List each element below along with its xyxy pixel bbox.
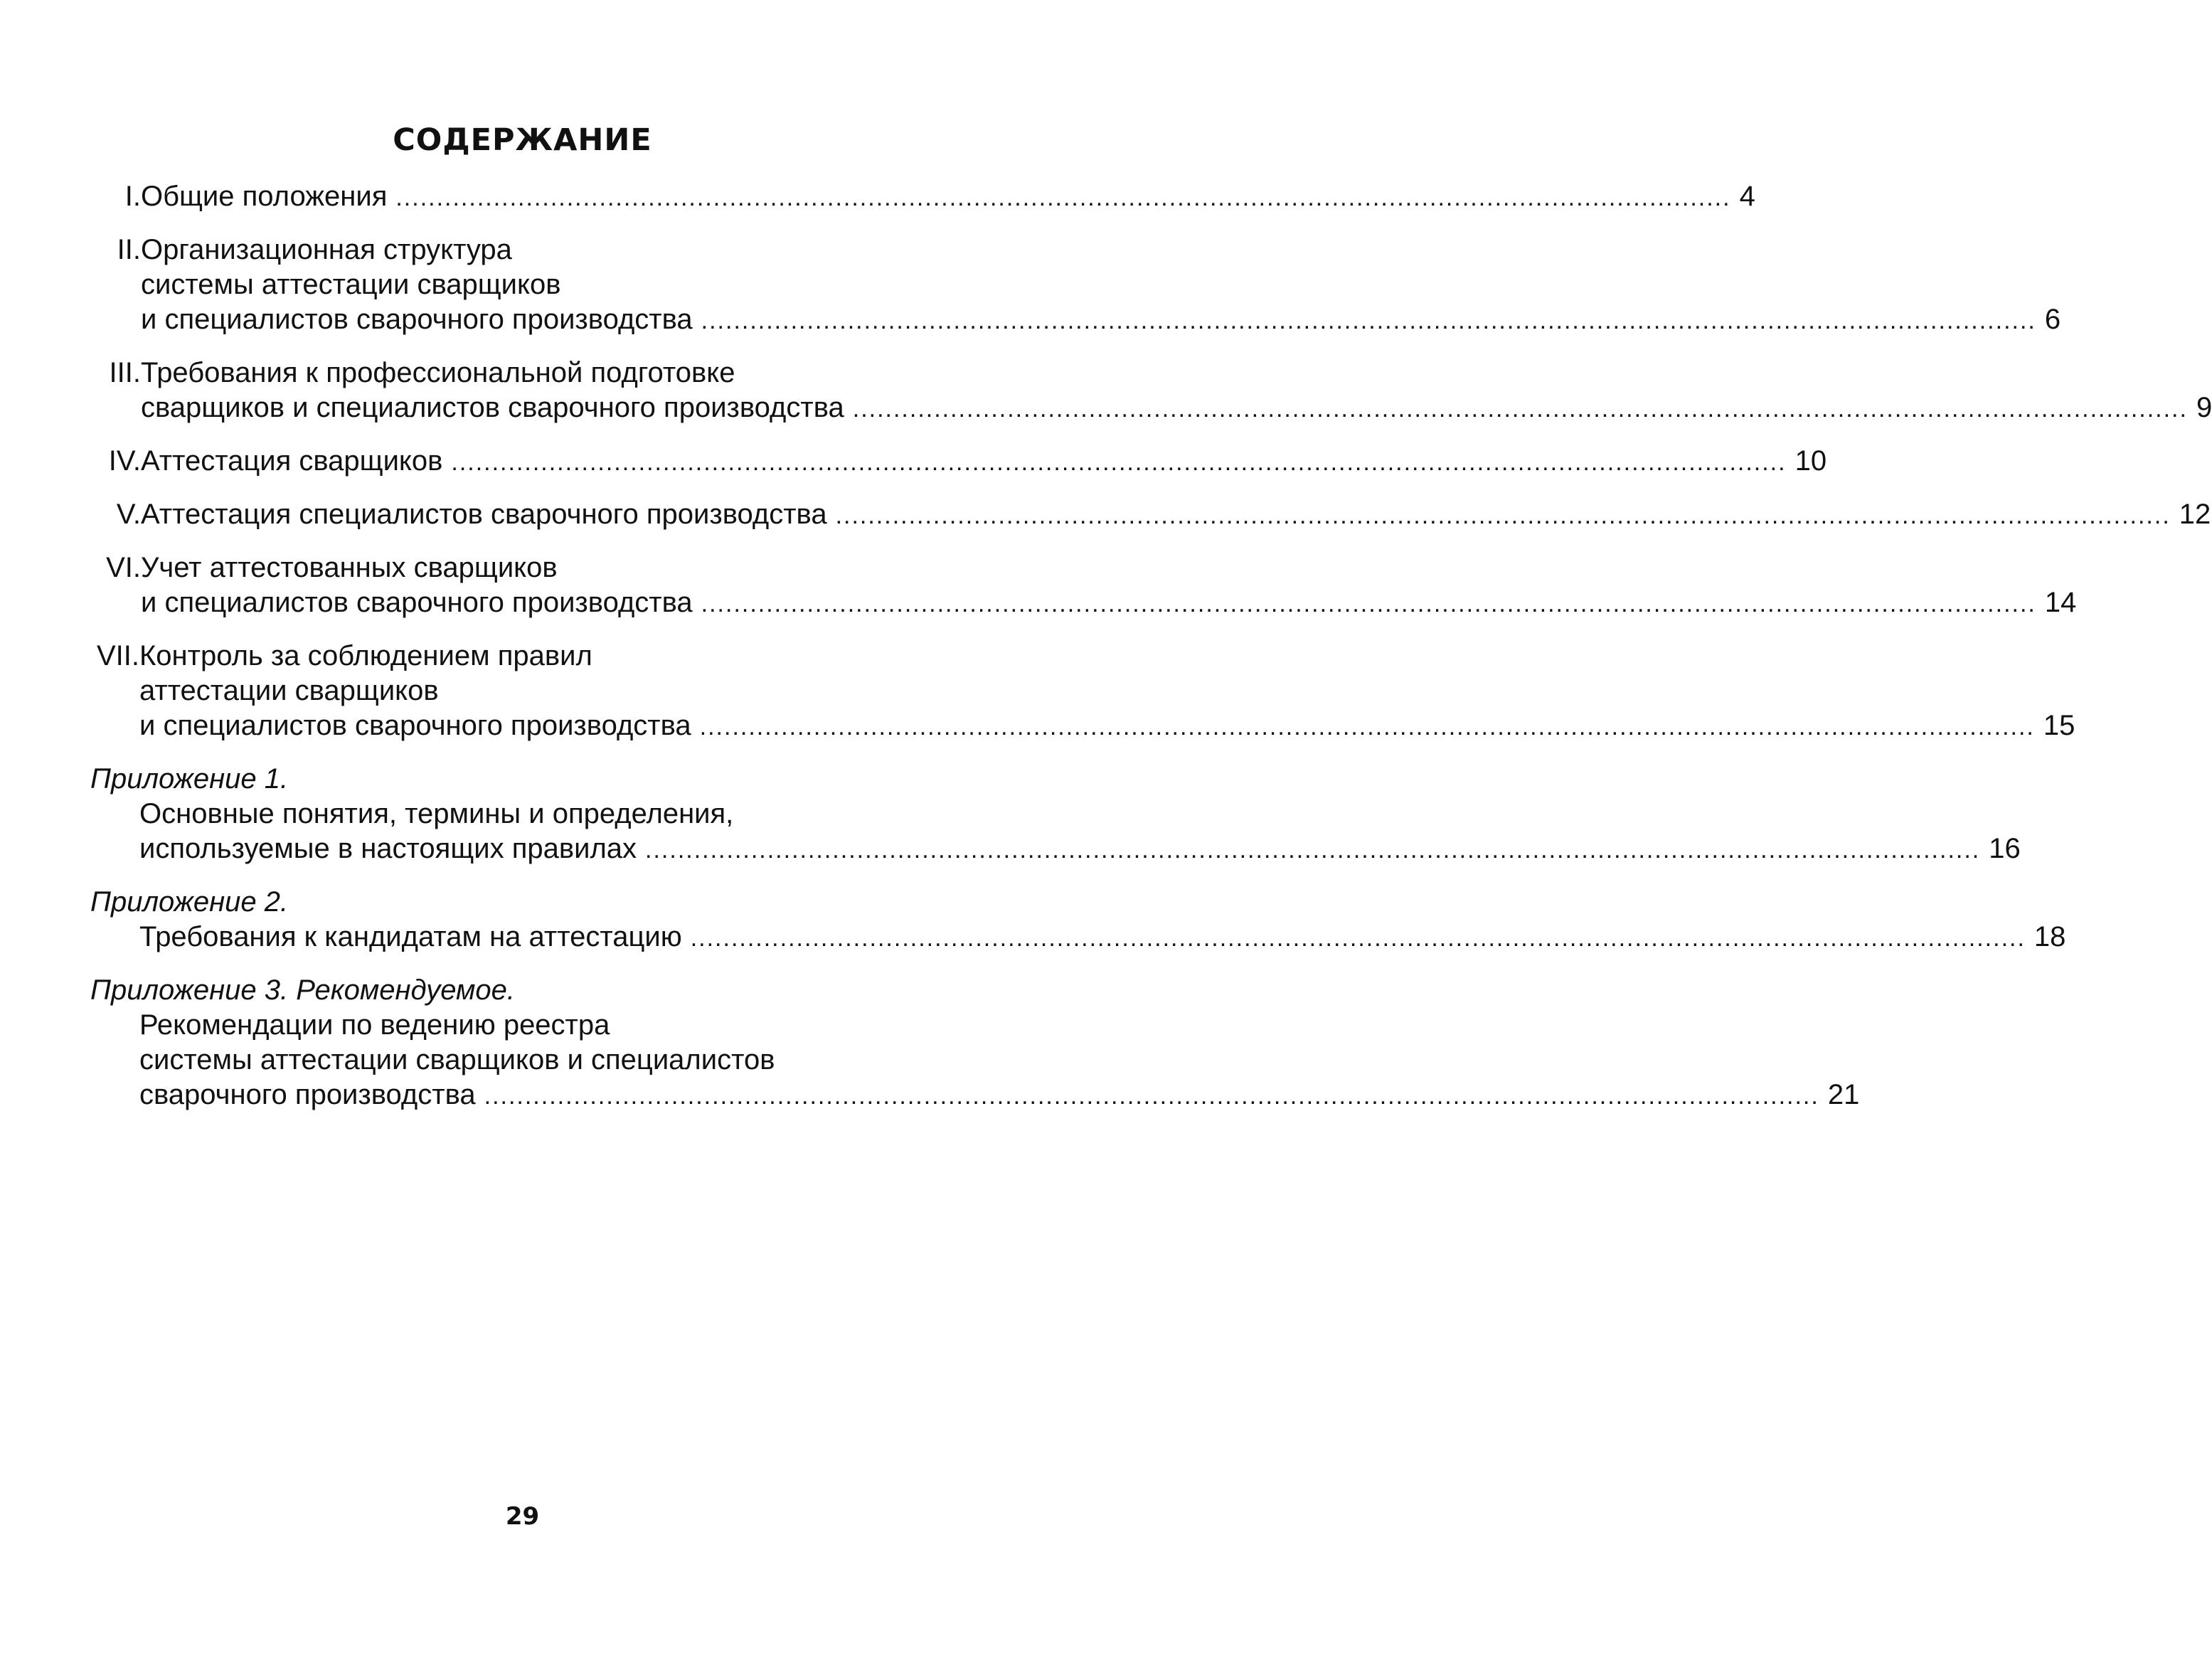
toc-entry-number: III. — [109, 357, 141, 388]
page-number: 29 — [505, 1502, 540, 1531]
toc-entry-page: 16 — [1989, 833, 2021, 864]
toc-entry-number: II. — [117, 234, 141, 265]
toc-entry-title-line: Контроль за соблюдением правил — [139, 640, 592, 671]
toc-entry[interactable] — [0, 356, 2212, 427]
toc-entry[interactable] — [0, 179, 1755, 216]
toc-entry-title: сварщиков и специалистов сварочного производства — [141, 392, 844, 423]
toc-entry-title: Общие положения — [141, 181, 388, 212]
toc-entry-page: 15 — [2043, 710, 2075, 741]
toc-entry-number: IV. — [108, 445, 141, 477]
toc-entry-page: 9 — [2196, 392, 2212, 423]
toc-leader-dots: .................................................................................................................................................................... — [852, 395, 2188, 423]
toc-appendix-heading: Приложение 2. — [90, 886, 289, 918]
toc-entry-title-line: аттестации сварщиков — [139, 675, 439, 706]
toc-leader-dots: .................................................................................................................................................................... — [451, 449, 1787, 476]
toc-leader-dots: .................................................................................................................................................................... — [645, 836, 1981, 864]
toc-entry-title: и специалистов сварочного производства — [139, 710, 691, 741]
toc-entry-title: сварочного производства — [139, 1079, 476, 1110]
toc-entry-title: и специалистов сварочного производства — [141, 587, 693, 618]
toc-leader-dots: .................................................................................................................................................................... — [395, 184, 1731, 211]
toc-leader-dots: .................................................................................................................................................................... — [701, 590, 2036, 617]
toc-entry-title-line: Требования к профессиональной подготовке — [141, 357, 735, 388]
toc-entry-number: VI. — [106, 552, 141, 583]
toc-entry-page: 10 — [1794, 445, 1827, 477]
page-title: СОДЕРЖАНИЕ — [393, 122, 652, 158]
toc-entry-number: VII. — [96, 640, 139, 671]
toc-entry-title-line: системы аттестации сварщиков — [141, 269, 561, 300]
toc-appendix[interactable] — [0, 885, 2066, 956]
toc-entry-page: 18 — [2033, 921, 2066, 952]
toc-entry-title: используемые в настоящих правилах — [139, 833, 637, 864]
toc-entry[interactable] — [0, 444, 1827, 480]
toc-leader-dots: .................................................................................................................................................................... — [701, 307, 2036, 334]
table-of-contents — [0, 179, 2212, 1131]
toc-entry-title: Аттестация специалистов сварочного производства — [141, 499, 827, 530]
toc-entry[interactable] — [0, 639, 2075, 745]
toc-entry-title: и специалистов сварочного производства — [141, 304, 693, 335]
toc-entry-page: 14 — [2044, 587, 2077, 618]
toc-entry-title: Требования к кандидатам на аттестацию — [139, 921, 682, 952]
toc-entry-title: Аттестация сварщиков — [141, 445, 443, 477]
toc-entry-page: 4 — [1739, 181, 1755, 212]
toc-entry-number: I. — [124, 181, 141, 212]
toc-leader-dots: .................................................................................................................................................................... — [690, 925, 2026, 952]
toc-entry-title-line: Основные понятия, термины и определения, — [139, 798, 734, 829]
toc-leader-dots: .................................................................................................................................................................... — [699, 713, 2035, 740]
toc-leader-dots: .................................................................................................................................................................... — [484, 1083, 1819, 1110]
toc-entry-page: 6 — [2044, 304, 2061, 335]
toc-entry-title-line: Учет аттестованных сварщиков — [141, 552, 558, 583]
toc-entry-title-line: Рекомендации по ведению реестра — [139, 1009, 610, 1041]
toc-appendix-heading: Приложение 3. Рекомендуемое. — [90, 974, 516, 1006]
toc-entry-page: 12 — [2179, 499, 2211, 530]
toc-entry[interactable] — [0, 551, 2077, 622]
toc-entry-title-line: системы аттестации сварщиков и специалистов — [139, 1044, 775, 1075]
toc-entry[interactable] — [0, 233, 2061, 339]
toc-entry[interactable] — [0, 497, 2211, 533]
toc-entry-page: 21 — [1827, 1079, 1860, 1110]
toc-appendix[interactable] — [0, 762, 2021, 868]
toc-appendix-heading: Приложение 1. — [90, 763, 289, 795]
toc-entry-number: V. — [116, 499, 141, 530]
toc-entry-title-line: Организационная структура — [141, 234, 512, 265]
toc-appendix[interactable] — [0, 973, 1860, 1114]
toc-leader-dots: .................................................................................................................................................................... — [835, 502, 2171, 529]
